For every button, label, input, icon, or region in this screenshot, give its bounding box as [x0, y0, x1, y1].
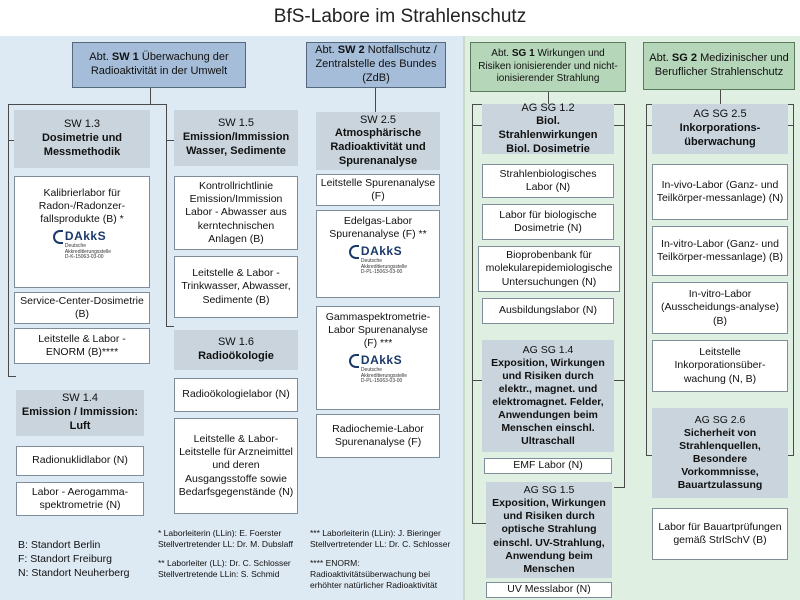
section-separator: [463, 36, 465, 600]
group-code: SW 2.5: [359, 113, 397, 126]
lab-kalibrier: [14, 176, 150, 288]
lab-name: Strahlenbiologisches Labor (N): [499, 167, 597, 193]
group-code: AG SG 2.6: [694, 413, 746, 426]
group-sg25: [652, 104, 788, 154]
department-sw1: [72, 42, 246, 88]
footnote-2: [158, 558, 291, 580]
dakks-sub: Akkreditierungsstelle: [360, 372, 408, 379]
lab-bauart: [652, 508, 788, 560]
department-name: Wirkungen und Risiken ionisierender und nicht-ionisierender Strahlung: [478, 48, 618, 85]
connector: [472, 523, 486, 524]
lab-name: Labor für Bauartprüfungen gemäß StrlSchV (B): [658, 520, 782, 546]
group-name: Exposition, Wirkungen und Risiken durch optische Strahlung einschl. UV-Strahlung, Anwendung beim Menschen: [492, 497, 606, 575]
lab-edelgas: [316, 210, 440, 298]
group-code: SW 1.5: [217, 117, 255, 130]
lab-name: Leitstelle & Labor - Trinkwasser, Abwasser, Sedimente (B): [181, 267, 291, 306]
connector: [614, 487, 624, 488]
group-name: Inkorporations-überwachung: [679, 122, 761, 148]
connector: [8, 104, 9, 376]
department-sg1: [470, 42, 626, 92]
lab-name: Radioökologielabor (N): [182, 388, 290, 401]
legend-neuherberg: N: Standort Neuherberg: [18, 567, 130, 580]
lab-enorm: [14, 328, 150, 364]
department-sg2: [643, 42, 795, 90]
lab-radiooeko: [174, 378, 298, 412]
lab-radiochemie: [316, 414, 440, 458]
lab-name: Leitstelle Spurenanalyse (F): [320, 176, 436, 202]
group-sw25: [316, 112, 440, 170]
lab-name: Labor - Aerogamma-spektrometrie (N): [31, 485, 129, 511]
lab-bioproben: [478, 246, 620, 292]
group-sg15: [486, 482, 612, 578]
dakks-sub: Deutsche: [360, 258, 383, 265]
department-code: SG 2: [671, 52, 697, 65]
lab-radionuklid: [16, 446, 144, 476]
footnote-line: erhöhter natürlicher Radioaktivität: [310, 580, 438, 591]
lab-invivo: [652, 164, 788, 220]
lab-trinkwasser: [174, 256, 298, 318]
lab-name: Leitstelle Inkorporationsüber-wachung (N, B): [674, 346, 766, 385]
group-code: AG SG 1.5: [523, 484, 575, 497]
dakks-logo: [349, 353, 407, 385]
connector: [793, 104, 794, 456]
connector: [614, 380, 624, 381]
footnote-line: Stellvertretender LL: Dr. M. Dubslaff: [158, 539, 293, 550]
lab-name: In-vivo-Labor (Ganz- und Teilkörper-messanlage) (N): [656, 178, 784, 204]
lab-name: Leitstelle & Labor - ENORM (B)****: [38, 332, 126, 358]
lab-name: Edelgas-Labor Spurenanalyse (F) **: [329, 215, 427, 241]
location-legend: [18, 538, 129, 581]
connector: [166, 326, 174, 327]
department-prefix: Abt.: [649, 52, 669, 65]
lab-uv: [486, 582, 612, 598]
footnote-3: [310, 528, 450, 550]
lab-name: In-vitro-Labor (Ganz- und Teilkörper-messanlage) (B): [656, 237, 784, 263]
connector: [8, 376, 16, 377]
connector: [166, 140, 174, 141]
group-name: Sicherheit von Strahlenquellen, Besondere Vorkommnisse, Bauartzulassung: [677, 426, 763, 492]
group-sg26: [652, 408, 788, 498]
group-name: Radioökologie: [198, 350, 274, 362]
lab-name: EMF Labor (N): [513, 459, 583, 472]
group-sg14: [482, 340, 614, 452]
group-code: AG SG 1.4: [522, 343, 574, 356]
lab-name: Gammaspektrometrie-Labor Spurenanalyse (F) ***: [325, 311, 431, 350]
connector: [614, 125, 624, 126]
lab-strahlenbio: [482, 164, 614, 198]
lab-name: Radiochemie-Labor Spurenanalyse (F): [332, 422, 424, 448]
lab-name: Labor für biologische Dosimetrie (N): [499, 208, 597, 234]
connector: [646, 104, 647, 456]
connector: [166, 104, 167, 326]
group-code: AG SG 1.2: [521, 101, 575, 114]
group-code: SW 1.3: [63, 118, 101, 131]
connector: [472, 380, 482, 381]
group-sw14: [16, 390, 144, 436]
connector: [787, 125, 794, 126]
lab-name: Kalibrierlabor für Radon-/Radonzer-fallsprodukte (B) *: [38, 187, 126, 226]
connector: [375, 88, 376, 112]
footnote-line: *** Laborleiterin (LLin): J. Bieringer: [310, 528, 441, 538]
lab-name: Service-Center-Dosimetrie (B): [20, 294, 144, 320]
connector: [472, 125, 482, 126]
lab-name: Radionuklidlabor (N): [32, 454, 128, 467]
lab-spuren: [316, 174, 440, 206]
footnote-line: ** Laborleiter (LL): Dr. C. Schlosser: [158, 558, 291, 568]
lab-invitro2: [652, 282, 788, 334]
department-name: Notfallschutz / Zentralstelle des Bundes (ZdB): [315, 44, 437, 84]
lab-name: Kontrollrichtlinie Emission/Immission Labor - Abwasser aus kerntechnischen Anlagen (B): [185, 180, 287, 245]
department-name: Medizinischer und Beruflicher Strahlenschutz: [654, 52, 789, 78]
connector: [720, 90, 721, 104]
group-sw15: [174, 110, 298, 166]
connector: [150, 88, 151, 104]
department-code: SW 2: [337, 44, 365, 57]
department-prefix: Abt.: [89, 51, 109, 64]
dakks-sub: Akkreditierungsstelle: [360, 263, 408, 270]
dakks-sub: D-PL-15063-03-00: [360, 269, 403, 276]
lab-name: Bioprobenbank für molekularepidemiologische Untersuchungen (N): [485, 249, 613, 288]
group-name: Exposition, Wirkungen und Risiken durch elektr., magnet. und elektromagnet. Felder, Anwendungen beim Menschen einschl. Ultraschall: [491, 356, 605, 448]
dakks-word: DAkkS: [360, 244, 403, 259]
lab-name: UV Messlabor (N): [507, 583, 591, 596]
group-code: AG SG 2.5: [693, 108, 747, 121]
connector: [472, 104, 473, 524]
legend-berlin: B: Standort Berlin: [18, 539, 101, 551]
footnote-1: [158, 528, 293, 550]
group-name: Atmosphärische Radioaktivität und Spurenanalyse: [330, 127, 426, 167]
dakks-sub: Deutsche: [360, 367, 383, 374]
dakks-sub: D-PL-15063-03-00: [360, 378, 403, 385]
group-name: Emission/Immission Wasser, Sedimente: [182, 131, 290, 157]
footnote-line: Stellvertretender LL: Dr. C. Schlosser: [310, 539, 451, 550]
lab-name: In-vitro-Labor (Ausscheidungs-analyse) (B): [661, 288, 779, 327]
dakks-logo: [349, 244, 407, 276]
lab-arznei: [174, 418, 298, 514]
lab-aerogamma: [16, 482, 144, 516]
group-code: SW 1.4: [61, 392, 99, 405]
group-name: Dosimetrie und Messmethodik: [41, 132, 123, 158]
lab-emf: [484, 458, 612, 474]
dakks-arc-icon: [349, 354, 359, 368]
dakks-word: DAkkS: [360, 353, 403, 368]
footnote-4: [310, 558, 437, 591]
legend-freiburg: F: Standort Freiburg: [18, 553, 112, 566]
department-prefix: Abt.: [315, 44, 335, 57]
department-name: Überwachung der Radioaktivität in der Umwelt: [90, 51, 229, 77]
group-code: SW 1.6: [217, 336, 255, 349]
dakks-arc-icon: [53, 230, 63, 244]
dakks-arc-icon: [349, 245, 359, 259]
footnote-line: Radioaktivitätsüberwachung bei: [310, 569, 431, 580]
footnote-line: * Laborleiterin (LLin): E. Foerster: [158, 528, 282, 538]
lab-service: [14, 292, 150, 324]
lab-ausbildung: [482, 298, 614, 324]
department-sw2: [306, 42, 446, 88]
dakks-sub: D-K-15063-03-00: [64, 254, 104, 261]
dakks-sub: Deutsche: [64, 243, 87, 250]
group-name: Emission / Immission: Luft: [21, 406, 139, 432]
dakks-word: DAkkS: [64, 229, 107, 244]
lab-gamma: [316, 306, 440, 410]
lab-inkorp: [652, 340, 788, 392]
group-name: Biol. Strahlenwirkungen Biol. Dosimetrie: [498, 115, 598, 155]
dakks-logo: [53, 229, 111, 261]
lab-kontroll: [174, 176, 298, 250]
connector: [624, 104, 625, 488]
lab-name: Leitstelle & Labor-Leitstelle für Arzneimittel und deren Ausgangsstoffe sowie Bedarfsgegenstände (N): [178, 433, 294, 498]
lab-name: Ausbildungslabor (N): [498, 304, 598, 317]
group-sg12: [482, 101, 614, 155]
department-code: SW 1: [111, 51, 139, 64]
dakks-sub: Akkreditierungsstelle: [64, 248, 112, 255]
footnote-line: Stellvertretende LLin: S. Schmid: [158, 569, 280, 580]
department-code: SG 1: [511, 48, 535, 60]
department-prefix: Abt.: [491, 48, 510, 60]
group-sw13: [14, 110, 150, 168]
connector: [8, 104, 166, 105]
group-sw16: [174, 330, 298, 370]
footnote-line: **** ENORM:: [310, 558, 360, 568]
page-title: BfS-Labore im Strahlenschutz: [273, 6, 527, 27]
lab-biodosi: [482, 204, 614, 240]
lab-invitro1: [652, 226, 788, 276]
